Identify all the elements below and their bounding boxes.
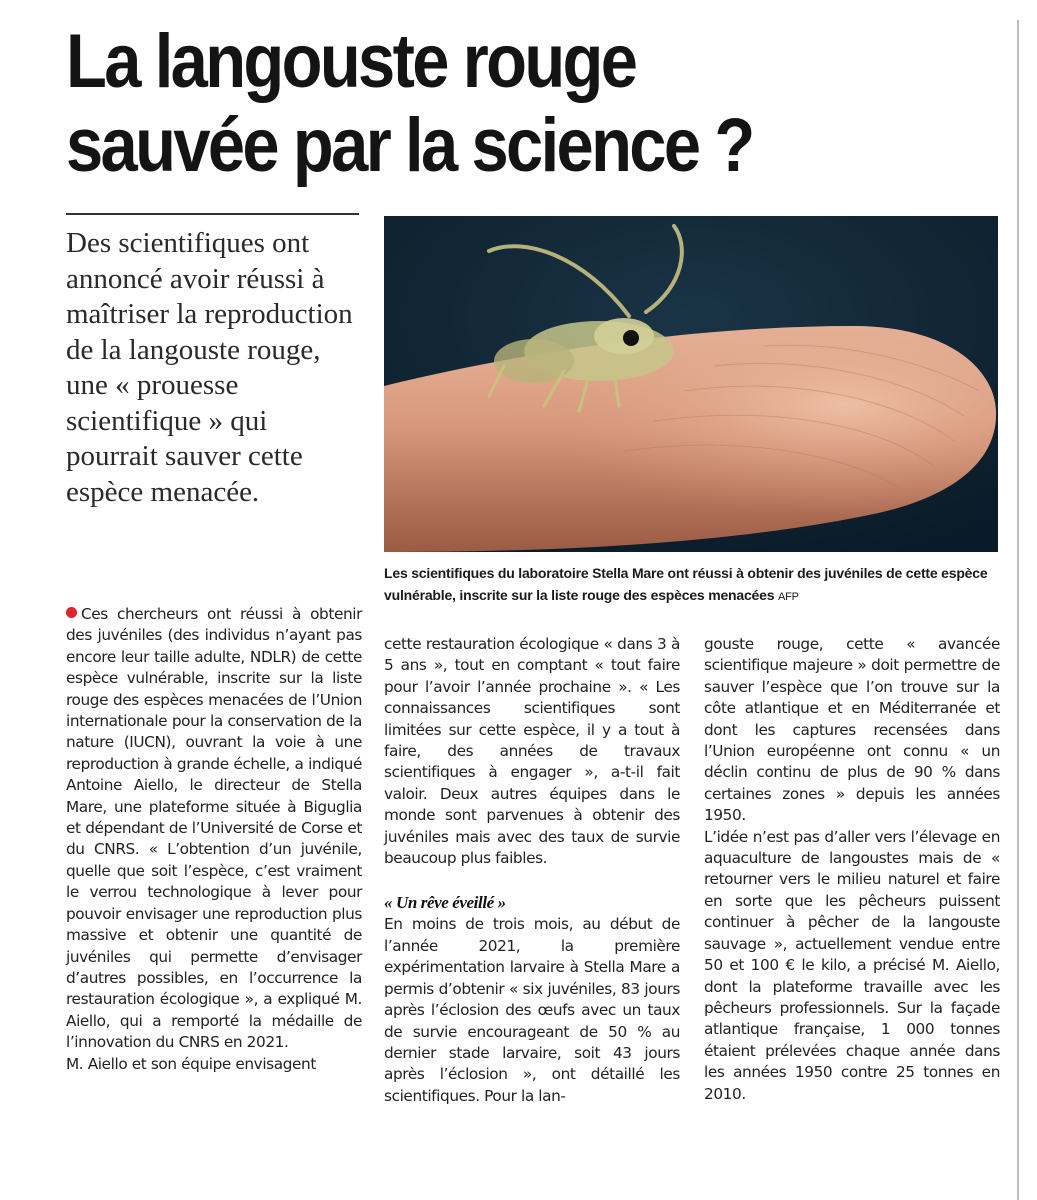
standfirst: Des scientifiques ont annoncé avoir réussi à maîtriser la reproduction de la langouste rouge, une « prouesse scientifique » qui pourrait sauver cette espèce menacée.: [66, 227, 353, 508]
body-paragraph: En moins de trois mois, au début de l’année 2021, la première expérimentation larvaire à Stella Mare a permis d’obtenir « six juvéniles, 83 jours après l’éclosion des œufs avec un taux de survie encourageant de 50 % au dernier stade larvaire, soit 43 jours après l’éclosion », ont détaillé les scientifiques. Pour la lan-: [384, 915, 680, 1105]
red-bullet-icon: [66, 607, 77, 618]
headline: [66, 20, 858, 188]
subheading: « Un rêve éveillé »: [384, 893, 506, 913]
body-paragraph: gouste rouge, cette « avancée scientifique majeure » doit permettre de sauver l’espèce que l’on trouve sur la côte atlantique et en Méditerranée et dont les captures recensées dans l’Union européenne ont connu « un déclin continu de plus de 90 % dans certaines zones » depuis les années 1950.: [704, 635, 1000, 825]
body-text: Ces chercheurs ont réussi à obtenir des juvéniles (des individus n’ayant pas encore leur taille adulte, NDLR) de cette espèce vulnérable, inscrite sur la liste rouge des espèces menacées de l’Union internationale pour la conservation de la nature (IUCN), ouvrant la voie à une reproduction à grande échelle, a indiqué Antoine Aiello, le directeur de Stella Mare, une plateforme située à Biguglia et dépendant de l’Université de Corse et du CNRS. « L’obtention d’un juvénile, quelle que soit l’espèce, c’est vraiment le verrou technologique à lever pour pouvoir envisager une reproduction plus massive et obtenir une quantité de juvéniles qui permette d’envisager d’autres possibles, en l’occurrence la restauration écologique », a expliqué M. Aiello, qui a remporté la médaille de l’innovation du CNRS en 2021.: [66, 605, 362, 1052]
standfirst-rule: [66, 213, 359, 215]
body-column-3: [704, 634, 1000, 1105]
body-column-2: [384, 634, 680, 1107]
body-paragraph: [66, 604, 362, 1054]
headline-line-2: sauvée par la science ?: [66, 103, 753, 188]
body-paragraph: cette restauration écologique « dans 3 à 5 ans », tout en comptant « tout faire pour l’avoir l’année prochaine ». « Les connaissances scientifiques sont limitées sur cette espèce, il y a tout à faire, des années de travaux scientifiques à engager », a-t-il fait valoir. Deux autres équipes dans le monde sont parvenues à obtenir des juvéniles mais avec des taux de survie beaucoup plus faibles.: [384, 635, 680, 868]
photo-credit: AFP: [778, 591, 799, 603]
body-paragraph: L’idée n’est pas d’aller vers l’élevage en aquaculture de langoustes mais de « retourner vers le milieu naturel et faire en sorte que les pêcheurs puissent continuer à pêcher de la langouste sauvage », actuellement vendue entre 50 et 100 € le kilo, a précisé M. Aiello, dont la plateforme travaille avec les pêcheurs professionnels. Sur la façade atlantique française, 1 000 tonnes étaient prélevées chaque année dans les années 1950 contre 25 tonnes en 2010.: [704, 827, 1000, 1103]
body-paragraph: M. Aiello et son équipe envisagent: [66, 1054, 316, 1073]
photo-caption: [384, 562, 1002, 608]
photo-juvenile-lobster-on-fingertip: [384, 216, 998, 552]
headline-line-1: La langouste rouge: [66, 19, 636, 104]
page-edge-rule: [1017, 20, 1019, 1200]
caption-text: Les scientifiques du laboratoire Stella Mare ont réussi à obtenir des juvéniles de cette espèce vulnérable, inscrite sur la liste rouge des espèces menacées: [384, 565, 988, 603]
body-column-1: [66, 604, 362, 1075]
photo-illustration: [384, 216, 998, 552]
